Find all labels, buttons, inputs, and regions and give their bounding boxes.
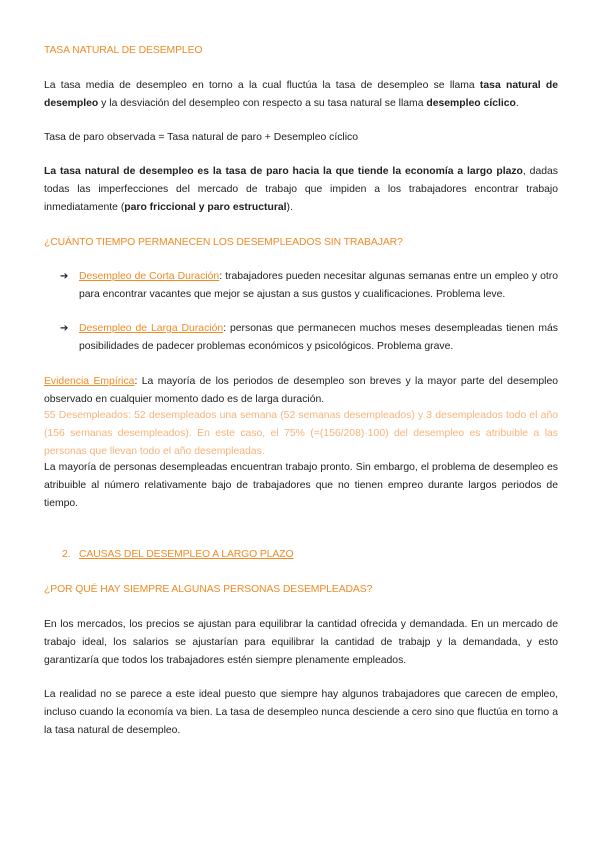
bullet-label: Desempleo de Corta Duración bbox=[79, 271, 220, 282]
bold-term: La tasa natural de desempleo es la tasa de paro hacia la que tiende la economía a largo plazo bbox=[44, 166, 523, 177]
question-title: ¿POR QUÉ HAY SIEMPRE ALGUNAS PERSONAS DESEMPLEADAS? bbox=[44, 584, 373, 595]
example-paragraph: 55 Desempleados: 52 desempleados una semana (52 semanas desempleados) y 3 desempleados todo el año (156 semanas desempleados). En este caso, el 75% (=(156/208)·100) del desempleo es atribuible a las personas que llevan todo el año desempleadas. bbox=[44, 410, 558, 457]
bullet-item-long-duration bbox=[79, 320, 558, 356]
section-title: CAUSAS DEL DESEMPLEO A LARGO PLAZO bbox=[79, 549, 294, 560]
bold-term: desempleo cíclico bbox=[426, 98, 516, 109]
text-span: ). bbox=[286, 202, 293, 213]
evidence-text: : La mayoría de los periodos de desempleo son breves y la mayor parte del desempleo observado en cualquier momento dado es de larga duración. bbox=[44, 376, 558, 405]
text-span: , dadas todas las imperfecciones del mercado de trabajo que impiden a los trabajadores encontrar trabajo inmediatamente ( bbox=[44, 166, 558, 213]
text-span: y la desviación del desempleo con respecto a su tasa natural se llama bbox=[98, 98, 427, 109]
paragraph-definition bbox=[44, 77, 558, 113]
section-number: 2. bbox=[62, 549, 71, 560]
evidence-paragraph bbox=[44, 373, 558, 409]
arrow-bullet-icon: ➔ bbox=[60, 271, 69, 282]
paragraph-reality: La realidad no se parece a este ideal puesto que siempre hay algunos trabajadores que carecen de empleo, incluso cuando la economía va bien. La tasa de desempleo nunca desciende a cero sino que fluctúa en torno a la tasa natural de desempleo. bbox=[44, 689, 558, 736]
bullet-label: Desempleo de Larga Duración bbox=[79, 323, 224, 334]
formula-line: Tasa de paro observada = Tasa natural de paro + Desempleo cíclico bbox=[44, 132, 359, 143]
question-title: ¿CUÁNTO TIEMPO PERMANECEN LOS DESEMPLEADOS SIN TRABAJAR? bbox=[44, 237, 403, 248]
bold-term: tasa natural de desempleo bbox=[44, 80, 558, 109]
text-span: . bbox=[515, 98, 519, 109]
section-title: TASA NATURAL DE DESEMPLEO bbox=[44, 45, 203, 56]
bold-term: paro friccional y paro estructural bbox=[124, 202, 287, 213]
paragraph-markets: En los mercados, los precios se ajustan para equilibrar la cantidad ofrecida y demandada. En un mercado de trabajo ideal, los salarios se ajustarían para equilibrar la cantidad de trabajp y la demandada, y esto garantizaría que todos los trabajadores estén siempre plenamente empleados. bbox=[44, 619, 558, 666]
text-span: La tasa media de desempleo en torno a la cual fluctúa la tasa de desempleo se llama bbox=[44, 80, 480, 91]
bullet-text: : trabajadores pueden necesitar algunas semanas entre un empleo y otro para encontrar vacantes que mejor se ajustan a sus gustos y cualificaciones. Problema leve. bbox=[79, 271, 558, 300]
evidence-label: Evidencia Empírica bbox=[44, 376, 135, 387]
conclusion-paragraph: La mayoría de personas desempleadas encuentran trabajo pronto. Sin embargo, el problema de desempleo es atribuible al número relativamente bajo de trabajadores que no tienen empreo durante largos periodos de tiempo. bbox=[44, 462, 558, 509]
bullet-item-short-duration bbox=[79, 268, 558, 304]
bullet-text: : personas que permanecen muchos meses desempleadas tienen más posibilidades de padecer problemas económicos y psicológicos. Problema grave. bbox=[79, 323, 558, 352]
paragraph-natural-rate bbox=[44, 163, 558, 217]
arrow-bullet-icon: ➔ bbox=[60, 323, 69, 334]
